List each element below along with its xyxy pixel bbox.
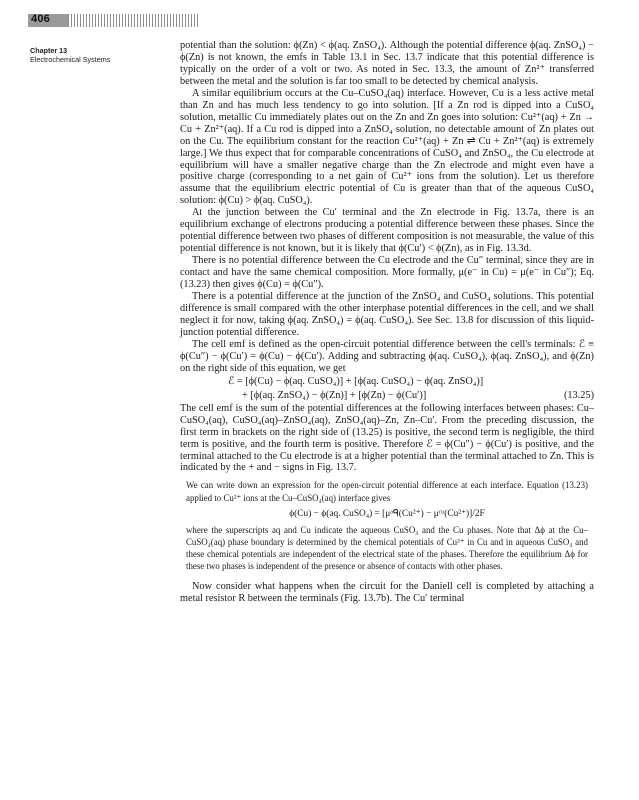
note-box [180,479,594,572]
equation-line-1-text: ℰ = [ϕ(Cu) − ϕ(aq. CuSO₄)] + [ϕ(aq. CuSO₄) − ϕ(aq. ZnSO₄)] [228,375,484,387]
header-rule-pattern [68,14,198,27]
page-number: 406 [31,13,50,25]
paragraph-6: The cell emf is defined as the open-circuit potential difference between the cell's terminals: ℰ ≡ ϕ(Cu″) − ϕ(Cu′) = ϕ(Cu) − ϕ(Cu′). Adding and subtracting ϕ(aq. CuSO₄), ϕ(aq. ZnSO₄), and ϕ(Zn) on the right side of this equation, we get [180,338,594,374]
equation-13-25-line-1 [180,375,594,389]
paragraph-last: Now consider what happens when the circuit for the Daniell cell is completed by attaching a metal resistor R between the terminals (Fig. 13.7b). The Cu′ terminal [180,580,594,604]
equation-line-2-text: + [ϕ(aq. ZnSO₄) − ϕ(Zn)] + [ϕ(Zn) − ϕ(Cu′)] [242,389,427,401]
paragraph-1: potential than the solution: ϕ(Zn) < ϕ(aq. ZnSO₄). Although the potential difference ϕ(aq. ZnSO₄) − ϕ(Zn) is not known, the emfs in Table 13.1 in Sec. 13.7 indicate that this potential difference is typically on the order of a volt or two. As noted in Sec. 13.3, the amount of Zn²⁺ transferred between the metal and the solution is far too small to be detected by chemical analysis. [180,40,594,87]
note-paragraph-1: We can write down an expression for the open-circuit potential difference at each interface. Equation (13.23) applied to Cu²⁺ ions at the Cu–CuSO₄(aq) interface gives [186,480,588,503]
note-paragraph-2: where the superscripts aq and Cu indicate the aqueous CuSO₄ and the Cu phases. Note that Δϕ at the Cu–CuSO₄(aq) phase boundary is determined by the chemical potentials of Cu²⁺ in Cu and in aqueous CuSO₄ and these chemical potentials are independent of the electrical state of the phases. Therefore the equilibrium Δϕ for these two phases is independent of the presence or absence of contacts with other phases. [186,524,588,572]
equation-13-25-line-2 [180,389,594,403]
spacer [180,573,594,581]
paragraph-5: There is a potential difference at the junction of the ZnSO₄ and CuSO₄ solutions. This potential difference is small compared with the other interphase potential differences in the cell, and we shall neglect it for now, taking ϕ(aq. ZnSO₄) = ϕ(aq. CuSO₄). See Sec. 13.8 for discussion of this liquid-junction potential difference. [180,291,594,338]
equation-number: (13.25) [563,389,594,401]
main-text [180,40,594,605]
chapter-title: Electrochemical Systems [30,55,111,64]
paragraph-2: A similar equilibrium occurs at the Cu–CuSO₄(aq) interface. However, Cu is a less active metal than Zn and has much less tendency to go into solution. [If a Zn rod is dipped into a CuSO₄ solution, metallic Cu immediately plates out on the Zn and Zn goes into solution: Cu²⁺(aq) + Zn → Cu + Zn²⁺(aq). If a Cu rod is dipped into a ZnSO₄ solution, no detectable amount of Zn plates out on the Cu. The equilibrium constant for the reaction Cu²⁺(aq) + Zn ⇌ Cu + Zn²⁺(aq) is extremely large.] We thus expect that for comparable concentrations of CuSO₄ and ZnSO₄, the Cu electrode at equilibrium will have a smaller negative charge than the Zn electrode and might even have a positive charge (corresponding to a net gain of Cu²⁺ ions from the solution). Let us therefore assume that the equilibrium electric potential of Cu is greater than that of the aqueous CuSO₄ solution: ϕ(Cu) > ϕ(aq. CuSO₄). [180,87,594,207]
chapter-label [30,46,170,64]
paragraph-4: There is no potential difference between the Cu electrode and the Cu″ terminal, since they are in contact and have the same chemical composition. More formally, μ(e⁻ in Cu) = μ(e⁻ in Cu″); Eq. (13.23) then gives ϕ(Cu) = ϕ(Cu″). [180,255,594,291]
note-equation: ϕ(Cu) − ϕ(aq. CuSO₄) = [μᵃᑫ(Cu²⁺) − μᶜᵘ(Cu²⁺)]/2F [289,508,485,519]
paragraph-3: At the junction between the Cu′ terminal and the Zn electrode in Fig. 13.7a, there is an equilibrium exchange of electrons producing a potential difference between these phases. Since the potential difference between two phases of different composition is not measurable, the value of this potential difference is not known, but it is likely that ϕ(Cu′) < ϕ(Zn), as in Fig. 13.3d. [180,207,594,255]
chapter-number: Chapter 13 [30,46,68,55]
paragraph-7: The cell emf is the sum of the potential differences at the following interfaces between phases: Cu–CuSO₄(aq), CuSO₄(aq)–ZnSO₄(aq), ZnSO₄(aq)–Zn, Zn–Cu′. From the preceding discussion, the first term in brackets on the right side of (13.25) is positive, the second term is negligible, the third term is positive, and the fourth term is positive. Therefore ℰ = ϕ(Cu″) − ϕ(Cu′) is positive, and the terminal attached to the Cu electrode is at a higher potential than the terminal attached to Zn. This is indicated by the + and − signs in Fig. 13.7. [180,402,594,474]
